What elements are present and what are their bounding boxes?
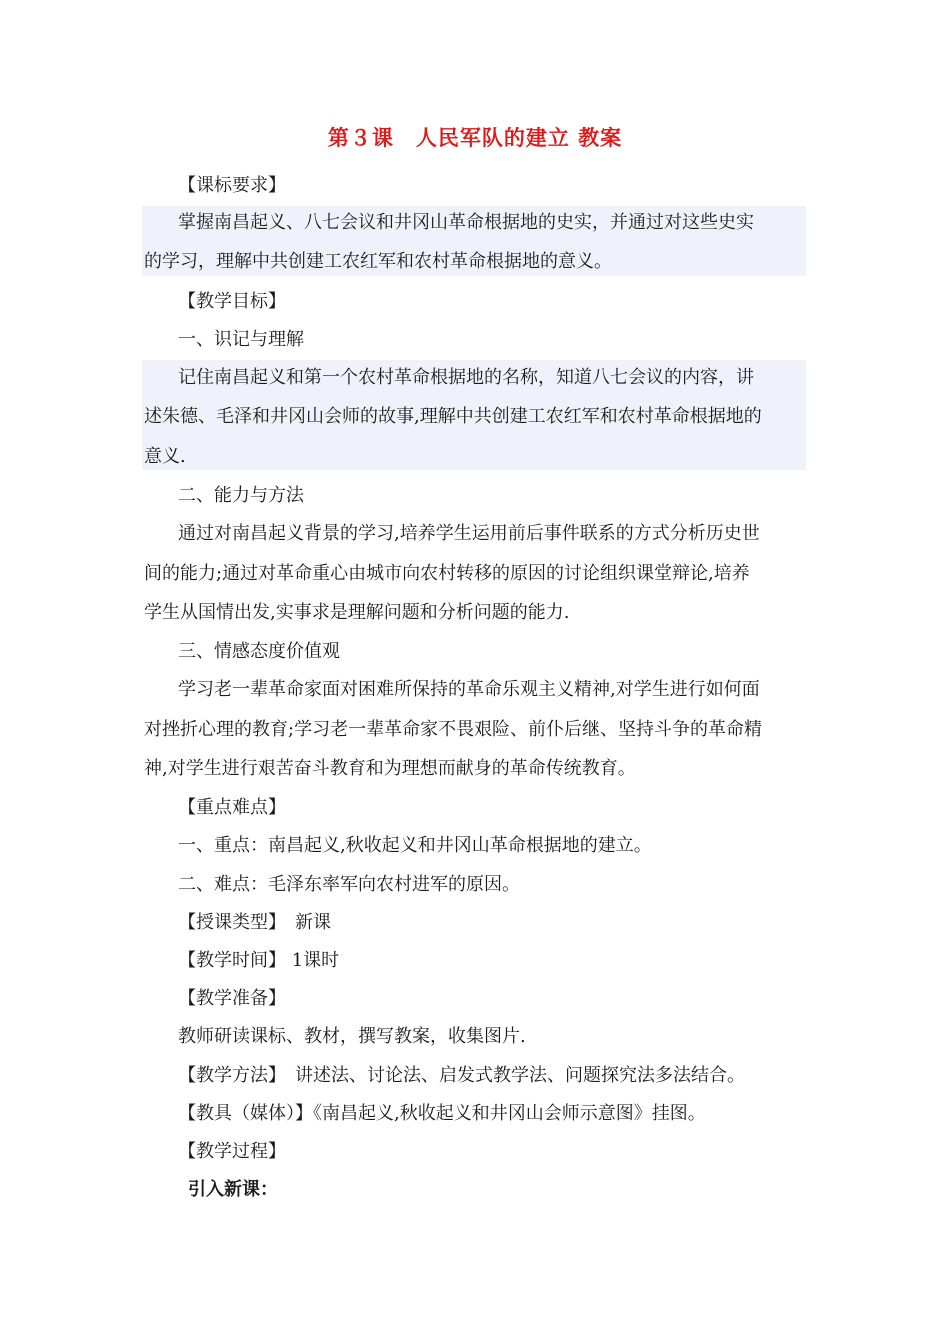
- section-heading-process: 【教学过程】: [178, 1141, 286, 1162]
- paragraph-line: 二、难点：毛泽东率军向农村进军的原因。: [178, 874, 520, 895]
- paragraph-line: 教师研读课标、教材，撰写教案，收集图片.: [178, 1026, 526, 1047]
- lesson-type: 【授课类型】 新课: [178, 912, 331, 933]
- subheading: 一、识记与理解: [178, 329, 304, 350]
- section-heading-objectives: 【教学目标】: [178, 291, 286, 312]
- page-title: 第３课 人民军队的建立 教案: [327, 125, 623, 150]
- paragraph-line: 学习老一辈革命家面对困难所保持的革命乐观主义精神,对学生进行如何面: [178, 679, 760, 700]
- paragraph-line: 意义.: [144, 446, 186, 467]
- section-heading-key-points: 【重点难点】: [178, 797, 286, 818]
- paragraph-line: 一、重点：南昌起义,秋收起义和井冈山革命根据地的建立。: [178, 835, 652, 856]
- teaching-aids: 【教具（媒体）】《南昌起义,秋收起义和井冈山会师示意图》挂图。: [178, 1103, 706, 1124]
- section-heading-curriculum: 【课标要求】: [178, 175, 286, 196]
- introduction-heading: 引入新课：: [188, 1179, 278, 1200]
- lesson-time: 【教学时间】 1课时: [178, 950, 340, 971]
- paragraph-line: 神,对学生进行艰苦奋斗教育和为理想而献身的革命传统教育。: [144, 758, 636, 779]
- paragraph-line: 掌握南昌起义、八七会议和井冈山革命根据地的史实，并通过对这些史实: [178, 212, 754, 233]
- subheading: 二、能力与方法: [178, 485, 304, 506]
- subheading: 三、情感态度价值观: [178, 641, 340, 662]
- paragraph-line: 间的能力;通过对革命重心由城市向农村转移的原因的讨论组织课堂辩论,培养: [144, 563, 750, 584]
- paragraph-line: 通过对南昌起义背景的学习,培养学生运用前后事件联系的方式分析历史世: [178, 523, 760, 544]
- paragraph-line: 的学习，理解中共创建工农红军和农村革命根据地的意义。: [144, 251, 612, 272]
- paragraph-line: 记住南昌起义和第一个农村革命根据地的名称，知道八七会议的内容，讲: [178, 367, 754, 388]
- paragraph-line: 学生从国情出发,实事求是理解问题和分析问题的能力.: [144, 602, 570, 623]
- section-heading-preparation: 【教学准备】: [178, 988, 286, 1009]
- teaching-methods: 【教学方法】 讲述法、讨论法、启发式教学法、问题探究法多法结合。: [178, 1065, 745, 1086]
- paragraph-line: 对挫折心理的教育;学习老一辈革命家不畏艰险、前仆后继、坚持斗争的革命精: [144, 719, 763, 740]
- paragraph-line: 述朱德、毛泽和井冈山会师的故事,理解中共创建工农红军和农村革命根据地的: [144, 406, 762, 427]
